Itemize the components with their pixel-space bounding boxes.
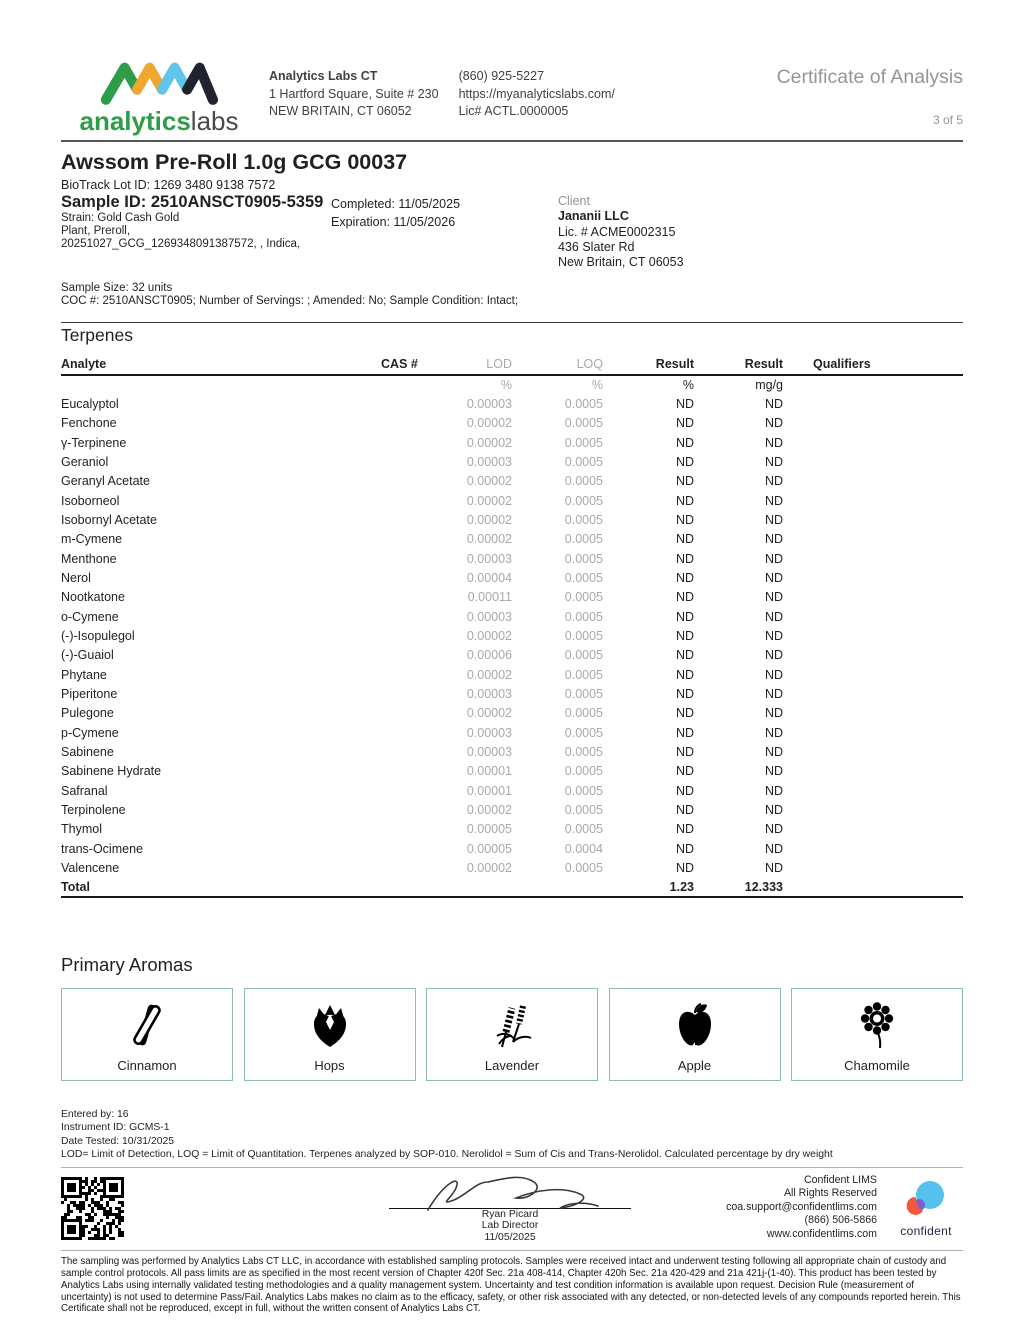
lab-logo	[61, 56, 257, 134]
table-row	[61, 723, 963, 742]
table-row	[61, 510, 963, 529]
table-row	[61, 472, 963, 491]
unit-loq: %	[591, 378, 603, 393]
lod-value: 0.00003	[466, 396, 512, 411]
table-row	[61, 433, 963, 452]
lavender-icon	[489, 989, 535, 1058]
result-pct-value: ND	[675, 396, 694, 411]
result-mgg-value: ND	[764, 551, 783, 566]
terpenes-units-row	[61, 376, 963, 394]
loq-value: 0.0005	[564, 512, 603, 527]
lod-value: 0.00003	[466, 687, 512, 702]
client-address-1: 436 Slater Rd	[558, 239, 635, 254]
result-mgg-value: ND	[764, 861, 783, 876]
analyte-name: Fenchone	[61, 416, 117, 431]
table-row	[61, 762, 963, 781]
result-pct-value: ND	[675, 609, 694, 624]
loq-value: 0.0005	[564, 590, 603, 605]
col-lod: LOD	[486, 357, 512, 372]
loq-value: 0.0005	[564, 551, 603, 566]
lod-value: 0.00003	[466, 725, 512, 740]
analyte-name: (-)-Guaiol	[61, 648, 114, 663]
table-row	[61, 684, 963, 703]
table-row	[61, 414, 963, 433]
loq-value: 0.0005	[564, 667, 603, 682]
lims-website-link[interactable]: www.confidentlims.com	[766, 1227, 877, 1240]
cinnamon-icon	[124, 989, 170, 1058]
loq-value: 0.0005	[564, 861, 603, 876]
result-mgg-value: ND	[764, 435, 783, 450]
col-analyte: Analyte	[61, 357, 107, 372]
result-mgg-value: ND	[764, 783, 783, 798]
result-pct-value: ND	[675, 493, 694, 508]
analyte-name: Geranyl Acetate	[61, 474, 150, 489]
analyte-name: Pulegone	[61, 706, 114, 721]
analyte-name: Eucalyptol	[61, 396, 119, 411]
table-row	[61, 839, 963, 858]
lims-name: Confident LIMS	[803, 1173, 877, 1186]
signature-date: 11/05/2025	[484, 1231, 536, 1243]
loq-value: 0.0004	[564, 841, 603, 856]
aroma-box	[244, 988, 416, 1081]
lod-value: 0.00002	[466, 435, 512, 450]
result-pct-value: ND	[675, 783, 694, 798]
lod-value: 0.00005	[466, 841, 512, 856]
lab-website-link[interactable]: https://myanalyticslabs.com/	[458, 86, 615, 101]
col-cas: CAS #	[381, 357, 418, 372]
lab-name: Analytics Labs CT	[269, 69, 378, 83]
result-mgg-value: ND	[764, 416, 783, 431]
result-mgg-value: ND	[764, 609, 783, 624]
result-mgg-value: ND	[764, 532, 783, 547]
client-name: Jananii LLC	[558, 209, 629, 224]
sample-batch: 20251027_GCG_1269348091387572, , Indica,	[61, 238, 301, 251]
analyte-name: m-Cymene	[61, 532, 123, 547]
lab-info	[269, 56, 615, 121]
result-mgg-value: ND	[764, 571, 783, 586]
aroma-box	[791, 988, 963, 1081]
terpenes-section-title: Terpenes	[61, 325, 133, 346]
lod-value: 0.00002	[466, 474, 512, 489]
result-pct-value: ND	[675, 822, 694, 837]
date-tested: Date Tested: 10/31/2025	[61, 1135, 175, 1147]
qr-code	[61, 1177, 124, 1240]
hops-icon	[307, 989, 353, 1058]
table-row	[61, 665, 963, 684]
lod-value: 0.00004	[466, 571, 512, 586]
lod-value: 0.00002	[466, 512, 512, 527]
result-pct-value: ND	[675, 861, 694, 876]
lod-value: 0.00006	[466, 648, 512, 663]
lab-license: Lic# ACTL.0000005	[458, 104, 569, 118]
lod-loq-note: LOD= Limit of Detection, LOQ = Limit of Quantitation. Terpenes analyzed by SOP-010. Nerolidol = Sum of Cis and Trans-Nerolidol. Calculated percentage by dry weight	[61, 1149, 833, 1161]
header-divider	[61, 140, 963, 142]
result-mgg-value: ND	[764, 512, 783, 527]
signer-title: Lab Director	[481, 1220, 539, 1232]
coc-line: COC #: 2510ANSCT0905; Number of Servings: ; Amended: No; Sample Condition: Intact;	[61, 295, 519, 308]
result-pct-value: ND	[675, 474, 694, 489]
lod-value: 0.00001	[466, 783, 512, 798]
analyte-name: Piperitone	[61, 687, 118, 702]
analyte-name: Menthone	[61, 551, 117, 566]
analyte-name: Phytane	[61, 667, 107, 682]
aroma-label: Cinnamon	[117, 1057, 177, 1073]
sample-matrix: Plant, Preroll,	[61, 225, 131, 238]
result-pct-value: ND	[675, 667, 694, 682]
apple-icon	[672, 989, 718, 1058]
footer-divider-1	[61, 1167, 963, 1168]
result-mgg-value: ND	[764, 590, 783, 605]
footer-divider-2	[61, 1250, 963, 1251]
product-title: Awssom Pre-Roll 1.0g GCG 00037	[61, 150, 408, 174]
loq-value: 0.0005	[564, 416, 603, 431]
page-number: 3 of 5	[932, 113, 963, 127]
analyte-name: γ-Terpinene	[61, 435, 127, 450]
table-row	[61, 549, 963, 568]
result-mgg-value: ND	[764, 396, 783, 411]
lod-value: 0.00002	[466, 667, 512, 682]
result-pct-value: ND	[675, 416, 694, 431]
lims-rights: All Rights Reserved	[783, 1187, 877, 1200]
unit-lod: %	[500, 378, 512, 393]
result-pct-value: ND	[675, 532, 694, 547]
loq-value: 0.0005	[564, 706, 603, 721]
terpenes-table-header	[61, 357, 963, 376]
analyte-name: o-Cymene	[61, 609, 119, 624]
client-label: Client	[558, 194, 590, 208]
result-pct-value: ND	[675, 841, 694, 856]
result-mgg-value: ND	[764, 474, 783, 489]
result-mgg-value: ND	[764, 725, 783, 740]
primary-aromas-section	[61, 954, 963, 1081]
signature-row	[61, 1172, 963, 1250]
analyte-name: (-)-Isopulegol	[61, 629, 135, 644]
loq-value: 0.0005	[564, 532, 603, 547]
aroma-label: Hops	[314, 1057, 345, 1073]
lod-value: 0.00003	[466, 551, 512, 566]
table-row	[61, 820, 963, 839]
lod-value: 0.00002	[466, 493, 512, 508]
client-block	[558, 193, 963, 271]
result-pct-value: ND	[675, 551, 694, 566]
result-pct-value: ND	[675, 764, 694, 779]
analyte-name: Valencene	[61, 861, 120, 876]
analyte-name: Nerol	[61, 571, 91, 586]
lod-value: 0.00002	[466, 629, 512, 644]
loq-value: 0.0005	[564, 725, 603, 740]
table-row	[61, 607, 963, 626]
col-result-mgg: Result	[744, 357, 783, 372]
entered-by: Entered by: 16	[61, 1108, 129, 1120]
lod-value: 0.00002	[466, 532, 512, 547]
table-row	[61, 704, 963, 723]
table-row	[61, 491, 963, 510]
lims-info	[726, 1174, 877, 1242]
result-pct-value: ND	[675, 435, 694, 450]
aroma-box	[426, 988, 598, 1081]
result-pct-value: ND	[675, 687, 694, 702]
chamomile-icon	[854, 989, 900, 1058]
lod-value: 0.00002	[466, 706, 512, 721]
analyte-name: Nootkatone	[61, 590, 125, 605]
loq-value: 0.0005	[564, 454, 603, 469]
analyte-name: p-Cymene	[61, 725, 119, 740]
sample-size: Sample Size: 32 units	[61, 282, 173, 295]
loq-value: 0.0005	[564, 822, 603, 837]
lab-address-1: 1 Hartford Square, Suite # 230	[269, 86, 439, 101]
expiration-date: Expiration: 11/05/2026	[331, 215, 456, 230]
lab-wordmark	[61, 108, 257, 134]
loq-value: 0.0005	[564, 745, 603, 760]
result-pct-value: ND	[675, 745, 694, 760]
result-mgg-value: ND	[764, 493, 783, 508]
lod-value: 0.00003	[466, 454, 512, 469]
loq-value: 0.0005	[564, 396, 603, 411]
biotrack-lot-id: BioTrack Lot ID: 1269 3480 9138 7572	[61, 178, 276, 192]
total-label: Total	[61, 879, 90, 894]
sample-meta	[61, 193, 963, 271]
lims-email-link[interactable]: coa.support@confidentlims.com	[726, 1200, 877, 1213]
result-pct-value: ND	[675, 648, 694, 663]
result-mgg-value: ND	[764, 745, 783, 760]
aroma-label: Apple	[677, 1057, 712, 1073]
result-mgg-value: ND	[764, 629, 783, 644]
result-mgg-value: ND	[764, 841, 783, 856]
table-row	[61, 646, 963, 665]
table-row	[61, 530, 963, 549]
result-pct-value: ND	[675, 629, 694, 644]
table-row	[61, 568, 963, 587]
lab-phone: (860) 925-5227	[458, 69, 545, 83]
header	[61, 0, 963, 134]
result-pct-value: ND	[675, 590, 694, 605]
client-address-2: New Britain, CT 06053	[558, 255, 684, 269]
primary-aromas-title: Primary Aromas	[61, 953, 193, 975]
confident-logo	[889, 1180, 963, 1238]
loq-value: 0.0005	[564, 474, 603, 489]
analyte-name: Isoborneol	[61, 493, 120, 508]
signature-block	[389, 1172, 631, 1243]
unit-result-pct: %	[682, 378, 694, 393]
instrument-id: Instrument ID: GCMS-1	[61, 1122, 170, 1134]
aroma-list	[61, 988, 963, 1081]
analyte-name: Sabinene	[61, 745, 114, 760]
lod-value: 0.00003	[466, 609, 512, 624]
result-pct-value: ND	[675, 454, 694, 469]
result-mgg-value: ND	[764, 687, 783, 702]
unit-result-mgg: mg/g	[755, 378, 783, 393]
result-pct-value: ND	[675, 512, 694, 527]
table-row	[61, 800, 963, 819]
table-row	[61, 588, 963, 607]
analyte-name: Thymol	[61, 822, 102, 837]
analyte-name: Isobornyl Acetate	[61, 512, 157, 527]
table-row	[61, 394, 963, 413]
terpenes-total-row	[61, 878, 963, 898]
footer-info	[61, 1109, 963, 1162]
result-pct-value: ND	[675, 571, 694, 586]
total-result-pct: 1.23	[669, 879, 694, 894]
total-result-mgg: 12.333	[744, 879, 783, 894]
col-loq: LOQ	[576, 357, 603, 372]
wordmark-labs: labs	[190, 106, 239, 136]
col-qualifiers: Qualifiers	[813, 357, 871, 372]
result-mgg-value: ND	[764, 822, 783, 837]
client-license: Lic. # ACME0002315	[558, 224, 676, 239]
analyte-name: Terpinolene	[61, 803, 126, 818]
table-row	[61, 781, 963, 800]
result-pct-value: ND	[675, 706, 694, 721]
loq-value: 0.0005	[564, 687, 603, 702]
loq-value: 0.0005	[564, 435, 603, 450]
lod-value: 0.00002	[466, 803, 512, 818]
loq-value: 0.0005	[564, 764, 603, 779]
result-mgg-value: ND	[764, 648, 783, 663]
result-mgg-value: ND	[764, 764, 783, 779]
aroma-label: Chamomile	[844, 1057, 910, 1073]
result-mgg-value: ND	[764, 454, 783, 469]
table-row	[61, 742, 963, 761]
signer-name: Ryan Picard	[481, 1208, 539, 1220]
lod-value: 0.00002	[466, 861, 512, 876]
table-row	[61, 859, 963, 878]
lims-phone: (866) 506-5866	[804, 1214, 877, 1227]
result-mgg-value: ND	[764, 803, 783, 818]
analyte-name: Geraniol	[61, 454, 109, 469]
lab-address-2: NEW BRITAIN, CT 06052	[269, 104, 412, 118]
loq-value: 0.0005	[564, 629, 603, 644]
lod-value: 0.00003	[466, 745, 512, 760]
result-pct-value: ND	[675, 725, 694, 740]
confident-brand: confident	[900, 1223, 952, 1238]
sample-strain: Strain: Gold Cash Gold	[61, 211, 180, 224]
document-title: Certificate of Analysis	[776, 66, 963, 88]
aroma-box	[609, 988, 781, 1081]
terpene-rows	[61, 394, 963, 878]
analyte-name: Sabinene Hydrate	[61, 764, 162, 779]
analyte-name: Safranal	[61, 783, 108, 798]
aroma-box	[61, 988, 233, 1081]
result-mgg-value: ND	[764, 706, 783, 721]
disclaimer-text: The sampling was performed by Analytics Labs CT LLC, in accordance with established sampling protocols. Samples were received intact and underwent testing following all appropriate chain of custody and sample control protocols. All pass limits are as specified in the most recent version of Chapter 420f Sec. 21a 408-414, Chapter 420h Sec. 21a 420-429 and 21a 421j-(1-40). This product has been tested by Analytics Labs using internally validated testing methodologies and a quality management system. Uncertainty and test condition information is available upon request. Decision Rule (measurement of uncertainty) is not used to determine Pass/Fail. Analytics Labs makes no claim as to the efficacy, safety, or other risk associated with any detected, or non-detected levels of any compounds reported herein. This Certificate shall not be reproduced, except in full, without the written consent of Analytics Labs CT.	[61, 1255, 961, 1315]
loq-value: 0.0005	[564, 571, 603, 586]
table-row	[61, 452, 963, 471]
loq-value: 0.0005	[564, 493, 603, 508]
coa-block	[777, 56, 963, 127]
col-result-pct: Result	[655, 357, 694, 372]
result-pct-value: ND	[675, 803, 694, 818]
loq-value: 0.0005	[564, 803, 603, 818]
lod-value: 0.00005	[466, 822, 512, 837]
lod-value: 0.00001	[466, 764, 512, 779]
lab-logo-zigzag-icon	[95, 56, 223, 106]
loq-value: 0.0005	[564, 648, 603, 663]
result-mgg-value: ND	[764, 667, 783, 682]
lod-value: 0.00002	[466, 416, 512, 431]
loq-value: 0.0005	[564, 609, 603, 624]
aroma-label: Lavender	[484, 1057, 540, 1073]
analyte-name: trans-Ocimene	[61, 841, 143, 856]
sample-id: Sample ID: 2510ANSCT0905-5359	[61, 193, 324, 211]
terpenes-section	[61, 322, 963, 898]
table-row	[61, 626, 963, 645]
wordmark-analytics: analytics	[79, 106, 191, 136]
completed-date: Completed: 11/05/2025	[331, 197, 461, 211]
confident-logo-icon	[902, 1180, 950, 1218]
lod-value: 0.00011	[467, 590, 512, 605]
loq-value: 0.0005	[564, 783, 603, 798]
